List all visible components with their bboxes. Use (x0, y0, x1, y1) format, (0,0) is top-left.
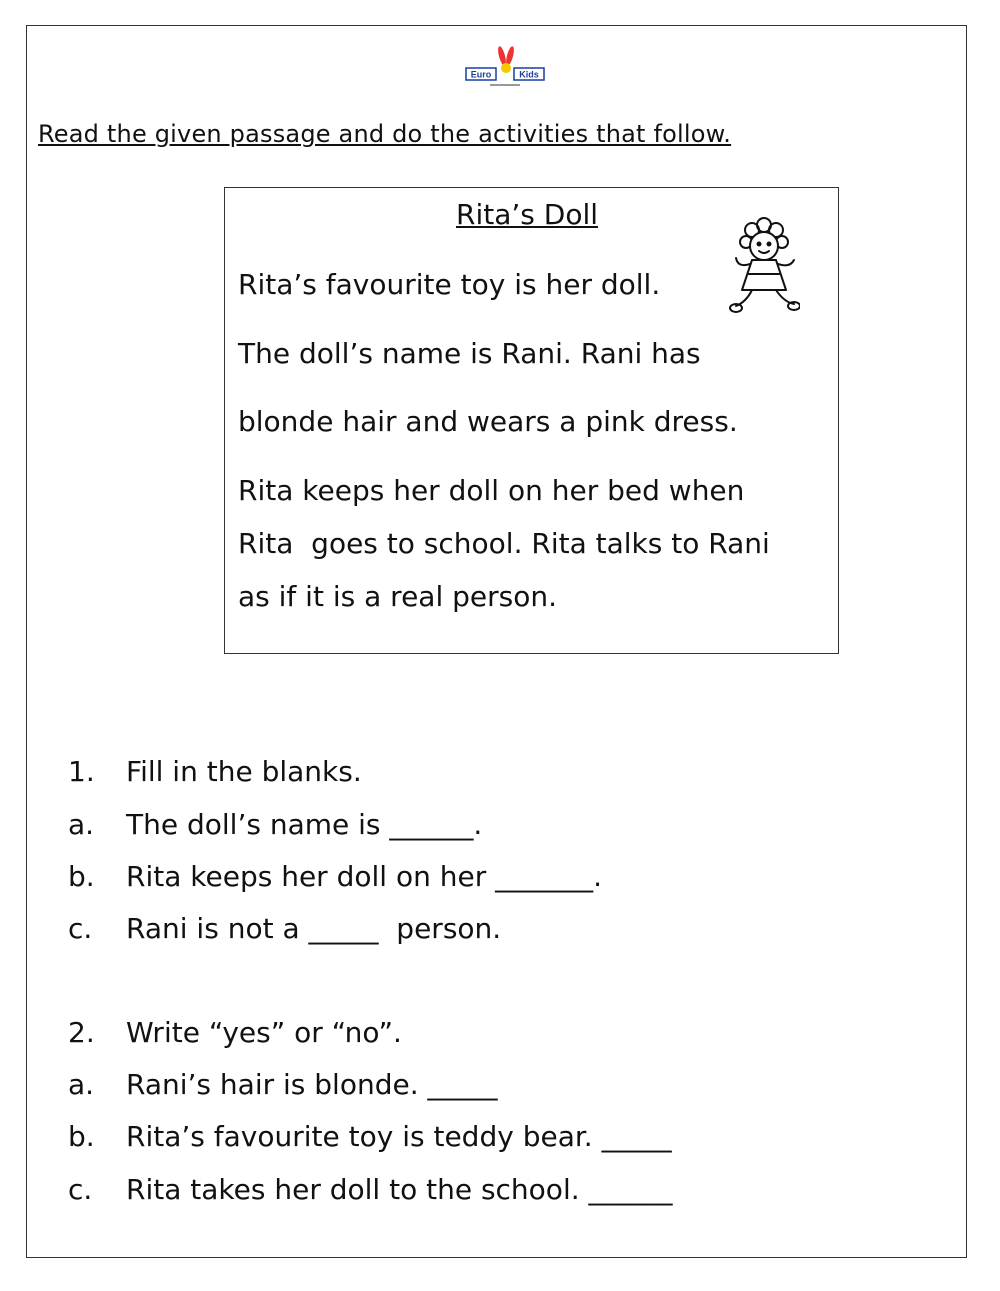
logo-text-euro: Euro (470, 69, 492, 80)
item-label: a. (68, 808, 95, 841)
item-label: b. (68, 860, 95, 893)
yes-no-item: Rani’s hair is blonde. _____ (126, 1068, 498, 1101)
euro-kids-logo (460, 44, 550, 94)
question-heading: Write “yes” or “no”. (126, 1016, 402, 1049)
passage-line: Rita goes to school. Rita talks to Rani (238, 527, 770, 560)
item-label: c. (68, 1173, 93, 1206)
passage-line: blonde hair and wears a pink dress. (238, 405, 738, 438)
logo-text-kids: Kids (519, 69, 539, 80)
passage-line: The doll’s name is Rani. Rani has (238, 337, 701, 370)
question-heading: Fill in the blanks. (126, 755, 362, 788)
question-number: 2. (68, 1016, 95, 1049)
passage-line: Rita’s favourite toy is her doll. (238, 268, 661, 301)
fill-blank-item: Rita keeps her doll on her _______. (126, 860, 603, 893)
fill-blank-item: Rani is not a _____ person. (126, 912, 502, 945)
fill-blank-item: The doll’s name is ______. (126, 808, 483, 841)
yes-no-item: Rita’s favourite toy is teddy bear. _____ (126, 1120, 672, 1153)
yes-no-item: Rita takes her doll to the school. ______ (126, 1173, 673, 1206)
doll-icon (728, 216, 800, 318)
question-number: 1. (68, 755, 95, 788)
passage-line: as if it is a real person. (238, 580, 558, 613)
passage-title: Rita’s Doll (456, 198, 599, 231)
passage-line: Rita keeps her doll on her bed when (238, 474, 745, 507)
item-label: c. (68, 912, 93, 945)
item-label: b. (68, 1120, 95, 1153)
item-label: a. (68, 1068, 95, 1101)
instruction-heading: Read the given passage and do the activities that follow. (38, 120, 732, 148)
